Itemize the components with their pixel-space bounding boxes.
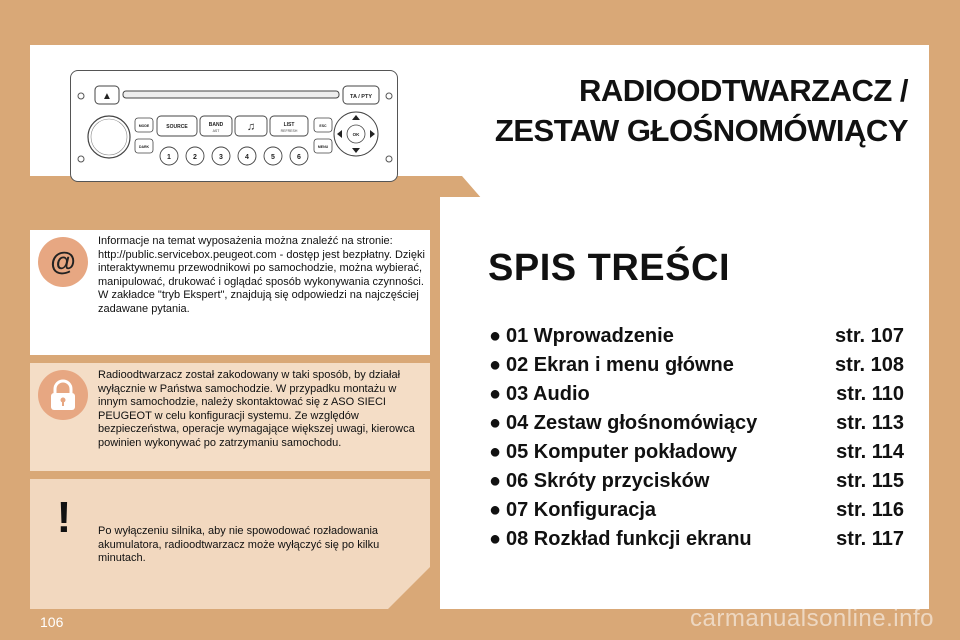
at-sign-icon-circle	[38, 237, 88, 287]
toc-item[interactable]	[489, 470, 904, 500]
music-note-icon: ♫	[246, 121, 256, 133]
web-info-text: Informacje na temat wyposażenia można znaleźć na stronie: http://public.servicebox.peugeot.com - dostęp jest bezpłatny. Dzięki interaktywnemu przewodnikowi po samochodzie, można wybierać, manipulować, drukować i oglądać sposób wykonywania czynności. W zakładce "tryb Ekspert", znajdują się odpowiedzi na najczęściej zadawane pytania.	[98, 235, 425, 315]
toc-item-label: 06 Skróty przycisków	[506, 470, 710, 492]
bullet-icon: ●	[489, 470, 502, 492]
preset-label-3: 3	[219, 154, 223, 161]
esc-label: ESC	[319, 124, 327, 128]
toc-heading: SPIS TREŚCI	[488, 247, 730, 289]
bullet-icon: ●	[489, 354, 502, 376]
dark-label: DARK	[138, 145, 150, 149]
toc-item[interactable]	[489, 383, 904, 413]
preset-label-5: 5	[271, 154, 275, 161]
toc-item-label: 02 Ekran i menu główne	[506, 354, 734, 376]
toc-item-page: str. 110	[836, 383, 904, 405]
lock-icon-circle	[38, 370, 88, 420]
toc-item[interactable]	[489, 412, 904, 442]
mode-label: MODE	[138, 124, 150, 128]
toc-item-page: str. 116	[836, 499, 904, 521]
page-title-line-1: RADIOODTWARZACZ /	[578, 73, 908, 108]
toc-item[interactable]	[489, 354, 904, 384]
refresh-label: REFRESH	[280, 129, 298, 133]
band-label: BAND	[208, 122, 224, 128]
exclamation-glyph: !	[56, 493, 72, 537]
preset-label-4: 4	[245, 154, 249, 161]
preset-label-2: 2	[193, 154, 197, 161]
preset-label-6: 6	[297, 154, 301, 161]
padlock-shackle	[55, 381, 71, 394]
at-sign-icon	[38, 237, 88, 287]
warning-info-text: Po wyłączeniu silnika, aby nie spowodować rozładowania akumulatora, radioodtwarzacz może wyłączyć się po kilku minutach.	[98, 525, 380, 565]
toc-item-label: 07 Konfiguracja	[506, 499, 657, 521]
source-label: SOURCE	[166, 124, 188, 130]
mount-hole	[386, 93, 392, 99]
toc-item-label: 04 Zestaw głośnomówiący	[506, 412, 758, 434]
toc-item-label: 01 Wprowadzenie	[506, 325, 674, 347]
watermark: carmanualsonline.info	[690, 605, 934, 632]
menu-label: MENU	[317, 145, 329, 149]
toc-item-page: str. 117	[836, 528, 904, 550]
ok-label: OK	[352, 132, 360, 137]
radio-front-panel	[71, 71, 399, 183]
mount-hole	[78, 93, 84, 99]
ast-label: AST	[212, 129, 220, 133]
ta-pty-label: TA / PTY	[350, 94, 372, 100]
page-number: 106	[40, 614, 64, 630]
toc-item-page: str. 114	[836, 441, 904, 463]
mount-hole	[78, 156, 84, 162]
toc-item-page: str. 108	[835, 354, 904, 376]
toc-item[interactable]	[489, 441, 904, 471]
mount-hole	[386, 156, 392, 162]
exclamation-icon	[44, 492, 84, 537]
preset-buttons	[160, 147, 308, 165]
toc-item-page: str. 113	[836, 412, 904, 434]
warning-icon	[44, 492, 84, 537]
bullet-icon: ●	[489, 499, 502, 521]
padlock-keyhole-slot	[62, 401, 64, 406]
bullet-icon: ●	[489, 528, 502, 550]
toc-item-label: 08 Rozkład funkcji ekranu	[506, 528, 752, 550]
eject-icon: ▲	[102, 91, 112, 102]
at-sign-glyph: @	[50, 246, 76, 276]
bullet-icon: ●	[489, 325, 502, 347]
bullet-icon: ●	[489, 441, 502, 463]
radio-illustration	[70, 70, 398, 182]
toc-item-page: str. 107	[835, 325, 904, 347]
cd-slot	[123, 91, 339, 98]
bullet-icon: ●	[489, 412, 502, 434]
lock-info-text: Radioodtwarzacz został zakodowany w taki sposób, by działał wyłącznie w Państwa samochodzie. W przypadku montażu w innym samochodzie, należy skontaktować się z ASO SIECI PEUGEOT w celu konfiguracji systemu. Ze względów bezpieczeństwa, operacje wymagające większej uwagi, kierowca powinien wykonywać po zatrzymaniu samochodu.	[98, 369, 415, 449]
toc-item[interactable]	[489, 499, 904, 529]
toc-item[interactable]	[489, 528, 904, 558]
preset-label-1: 1	[167, 154, 171, 161]
toc-item-label: 03 Audio	[506, 383, 590, 405]
volume-knob	[88, 116, 130, 158]
list-label: LIST	[283, 122, 295, 128]
toc-item-page: str. 115	[836, 470, 904, 492]
toc-item[interactable]	[489, 325, 904, 355]
toc-item-label: 05 Komputer pokładowy	[506, 441, 738, 463]
bullet-icon: ●	[489, 383, 502, 405]
padlock-icon	[38, 370, 88, 420]
page-title-line-2: ZESTAW GŁOŚNOMÓWIĄCY	[494, 113, 908, 148]
